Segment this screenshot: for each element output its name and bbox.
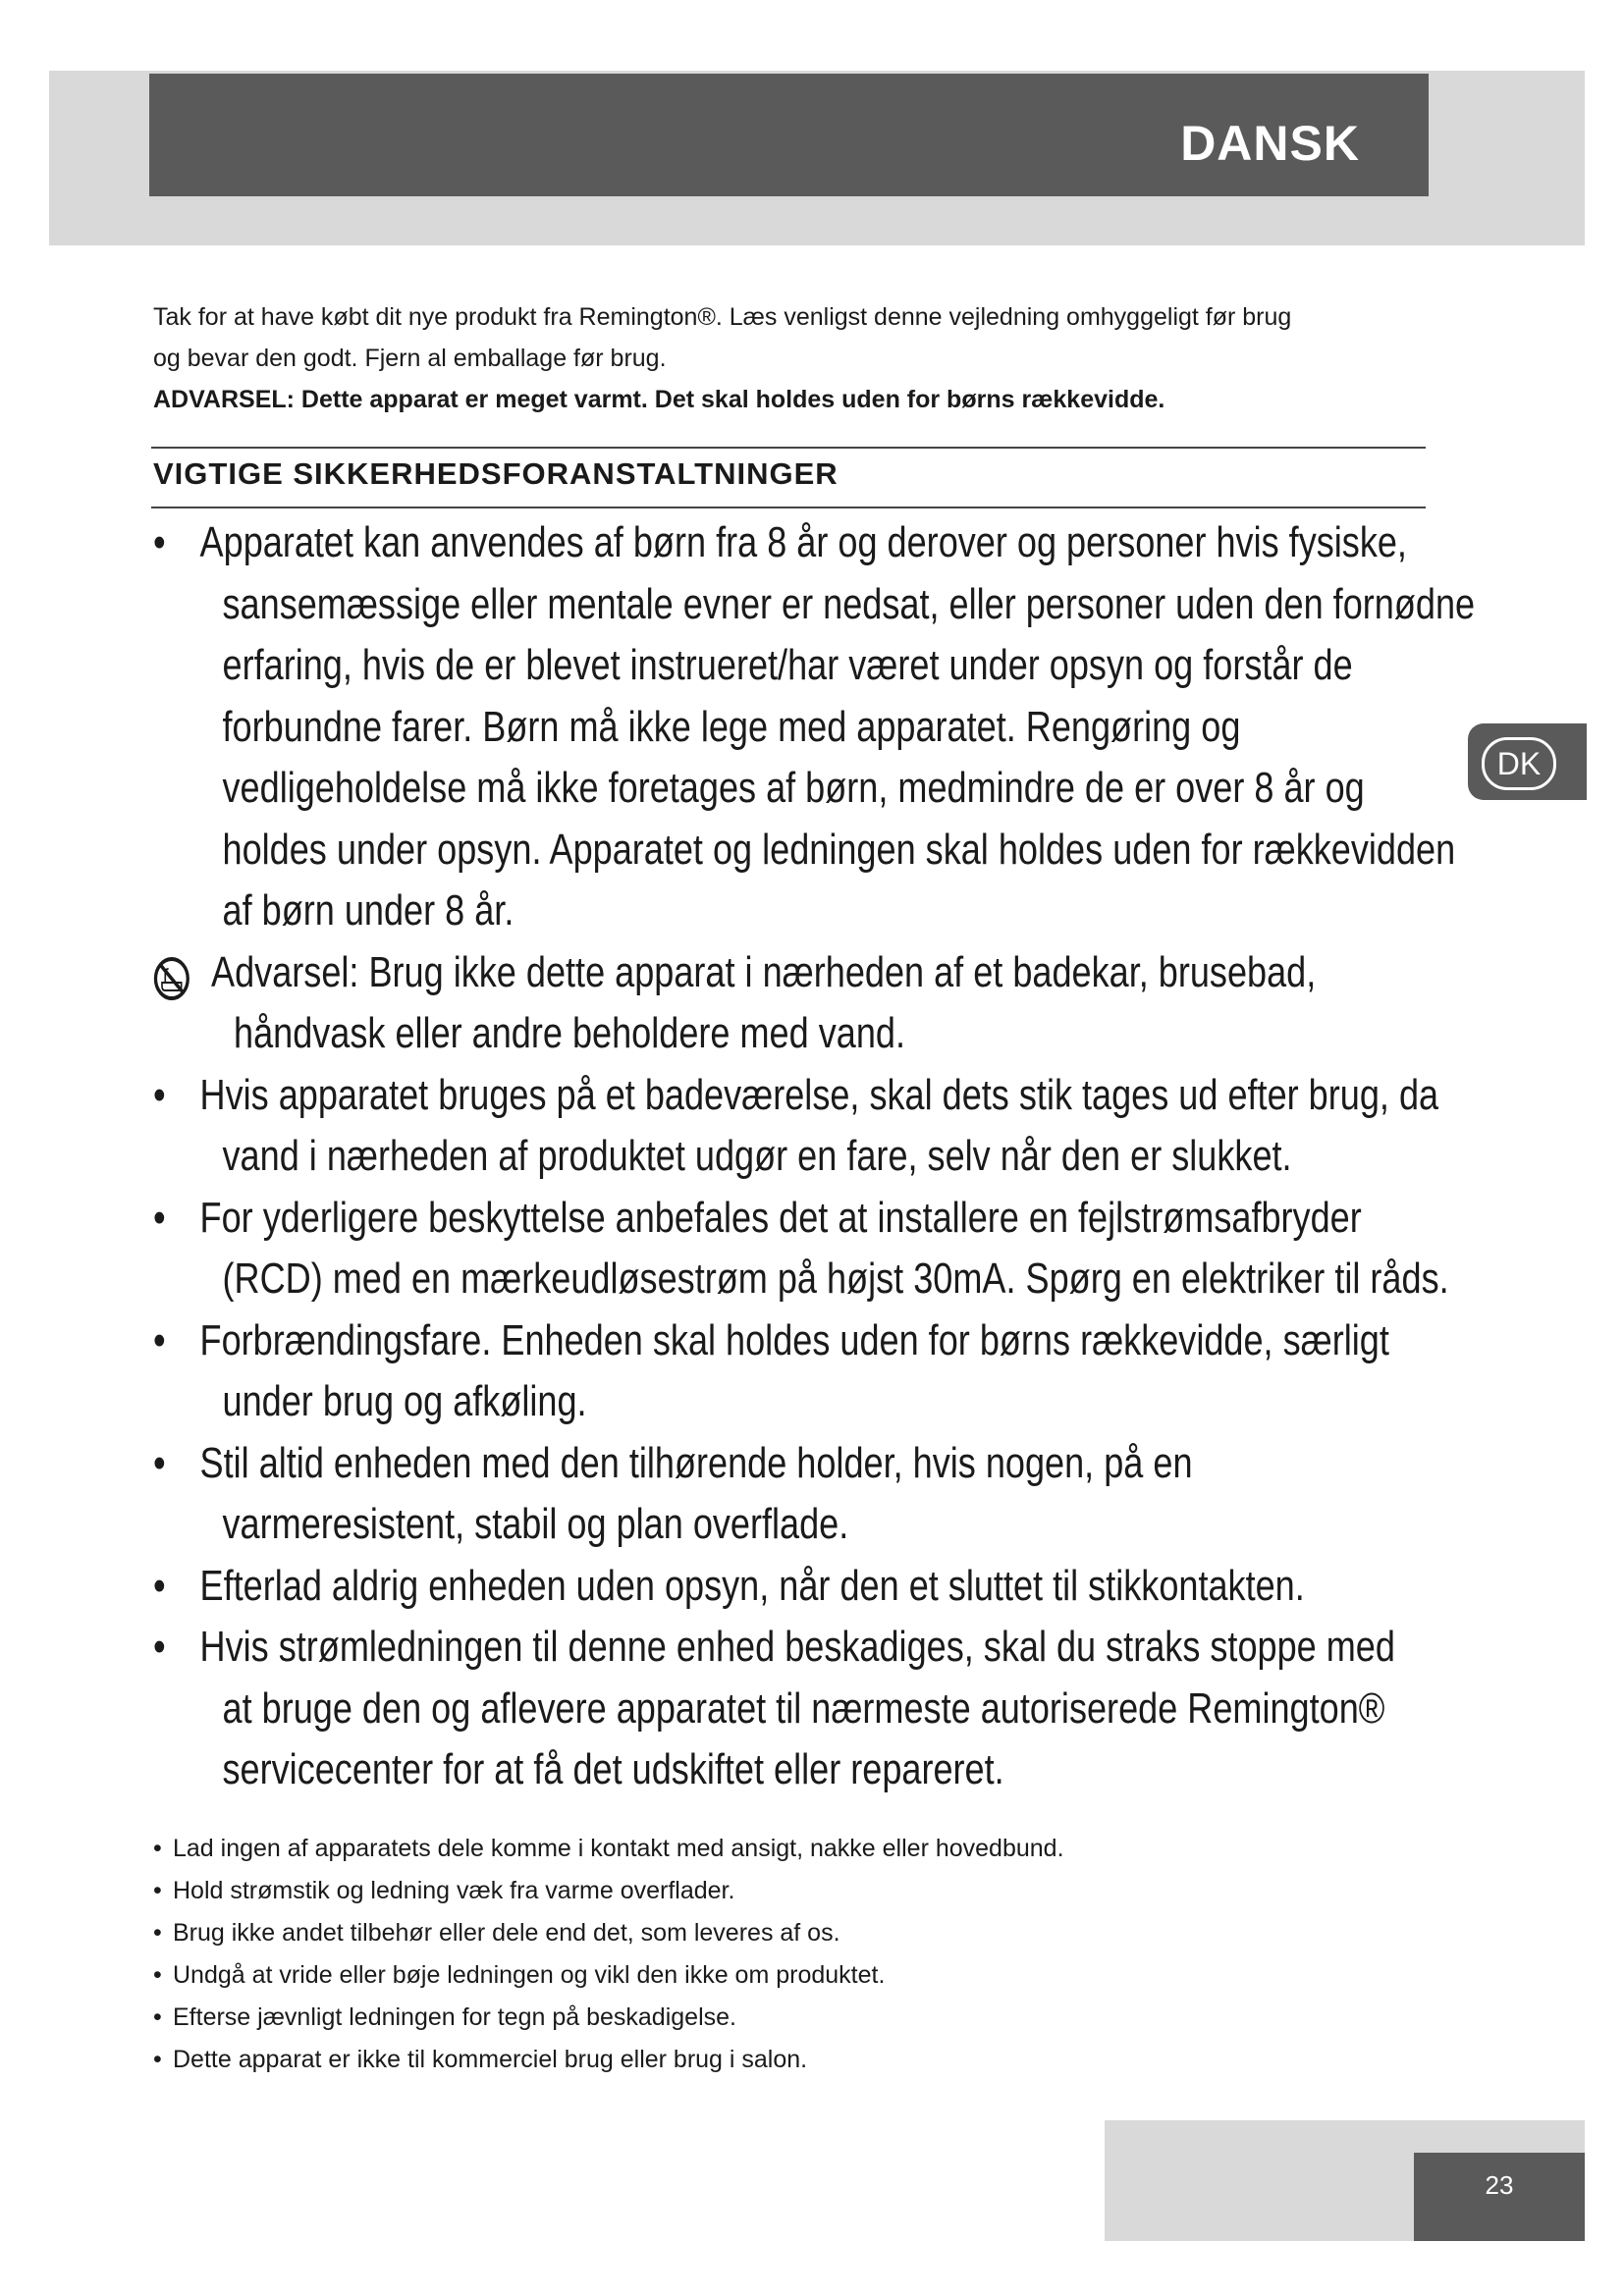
list-item — [153, 1065, 1489, 1188]
item-line: under brug og afkøling. — [222, 1377, 587, 1425]
list-item — [153, 512, 1489, 942]
list-item: • Undgå at vride eller bøje ledningen og vikl den ikke om produktet. — [153, 1954, 1430, 1997]
list-item: • Efterse jævnligt ledningen for tegn på beskadigelse. — [153, 1997, 1430, 2039]
section-rule-top — [151, 447, 1426, 449]
bullet: • — [153, 1438, 166, 1487]
intro-text — [153, 296, 1430, 420]
item-first-line: Stil altid enheden med den tilhørende holder, hvis nogen, på en — [199, 1438, 1193, 1487]
item-first-line: Hvis apparatet bruges på et badeværelse, skal dets stik tages ud efter brug, da — [199, 1070, 1439, 1119]
safety-list — [153, 512, 1476, 1801]
list-item — [153, 1556, 1489, 1618]
list-item — [153, 1188, 1489, 1310]
item-first-line: Hvis strømledningen til denne enhed beskadiges, skal du straks stoppe med — [199, 1623, 1395, 1671]
bullet: • — [153, 518, 166, 566]
intro-line-2: og bevar den godt. Fjern al emballage før brug. — [153, 345, 667, 372]
list-item — [153, 1433, 1489, 1556]
item-line: håndvask eller andre beholdere med vand. — [234, 1009, 905, 1057]
list-item: • Hold strømstik og ledning væk fra varme overflader. — [153, 1870, 1430, 1912]
list-item — [153, 1617, 1489, 1801]
bullet: • — [153, 1193, 166, 1242]
item-line: forbundne farer. Børn må ikke lege med apparatet. Rengøring og — [222, 702, 1241, 751]
item-line: servicecenter for at få det udskiftet eller repareret. — [222, 1745, 1004, 1793]
no-bath-warning-icon — [153, 956, 190, 1001]
item-line: sansemæssige eller mentale evner er nedsat, eller personer uden den fornødne — [222, 579, 1476, 628]
language-title: DANSK — [1180, 116, 1360, 171]
item-first-line: Advarsel: Brug ikke dette apparat i nærheden af et badekar, brusebad, — [211, 947, 1317, 996]
language-code-badge: DK — [1482, 737, 1556, 790]
item-line: af børn under 8 år. — [222, 886, 514, 934]
list-item — [153, 942, 1499, 1065]
item-line: at bruge den og aflevere apparatet til nærmeste autoriserede Remington® — [222, 1683, 1385, 1733]
additional-safety-list — [153, 1828, 1430, 2081]
item-line: erfaring, hvis de er blevet instrueret/har været under opsyn og forstår de — [222, 641, 1353, 689]
language-side-tab — [1468, 723, 1587, 800]
bullet: • — [153, 1561, 166, 1610]
list-item: • Dette apparat er ikke til kommerciel brug eller brug i salon. — [153, 2039, 1430, 2081]
intro-line-1: Tak for at have købt dit nye produkt fra Remington®. Læs venligst denne vejledning omhyggeligt før brug — [153, 303, 1292, 331]
list-item: • Brug ikke andet tilbehør eller dele end det, som leveres af os. — [153, 1912, 1430, 1954]
section-title: VIGTIGE SIKKERHEDSFORANSTALTNINGER — [153, 456, 839, 491]
page-number: 23 — [1414, 2153, 1585, 2241]
bullet: • — [153, 1315, 166, 1364]
item-line: varmeresistent, stabil og plan overflade. — [222, 1500, 849, 1548]
bullet: • — [153, 1070, 166, 1119]
intro-warning: ADVARSEL: Dette apparat er meget varmt. Det skal holdes uden for børns rækkevidde. — [153, 386, 1165, 413]
item-first-line: Apparatet kan anvendes af børn fra 8 år og derover og personer hvis fysiske, — [199, 518, 1407, 566]
item-first-line: Forbrændingsfare. Enheden skal holdes uden for børns rækkevidde, særligt — [199, 1315, 1389, 1364]
item-line: vand i nærheden af produktet udgør en fare, selv når den er slukket. — [222, 1132, 1292, 1180]
item-line: (RCD) med en mærkeudløsestrøm på højst 30mA. Spørg en elektriker til råds. — [222, 1255, 1449, 1303]
item-first-line: For yderligere beskyttelse anbefales det at installere en fejlstrømsafbryder — [199, 1193, 1362, 1242]
item-line: vedligeholdelse må ikke foretages af børn, medmindre de er over 8 år og — [222, 764, 1365, 812]
item-line: holdes under opsyn. Apparatet og ledningen skal holdes uden for rækkevidden — [222, 825, 1456, 874]
list-item — [153, 1310, 1489, 1433]
bullet: • — [153, 1623, 166, 1671]
header-bar — [149, 74, 1429, 196]
section-rule-bottom — [151, 507, 1426, 508]
list-item: • Lad ingen af apparatets dele komme i kontakt med ansigt, nakke eller hovedbund. — [153, 1828, 1430, 1870]
item-first-line: Efterlad aldrig enheden uden opsyn, når den et sluttet til stikkontakten. — [199, 1561, 1305, 1610]
